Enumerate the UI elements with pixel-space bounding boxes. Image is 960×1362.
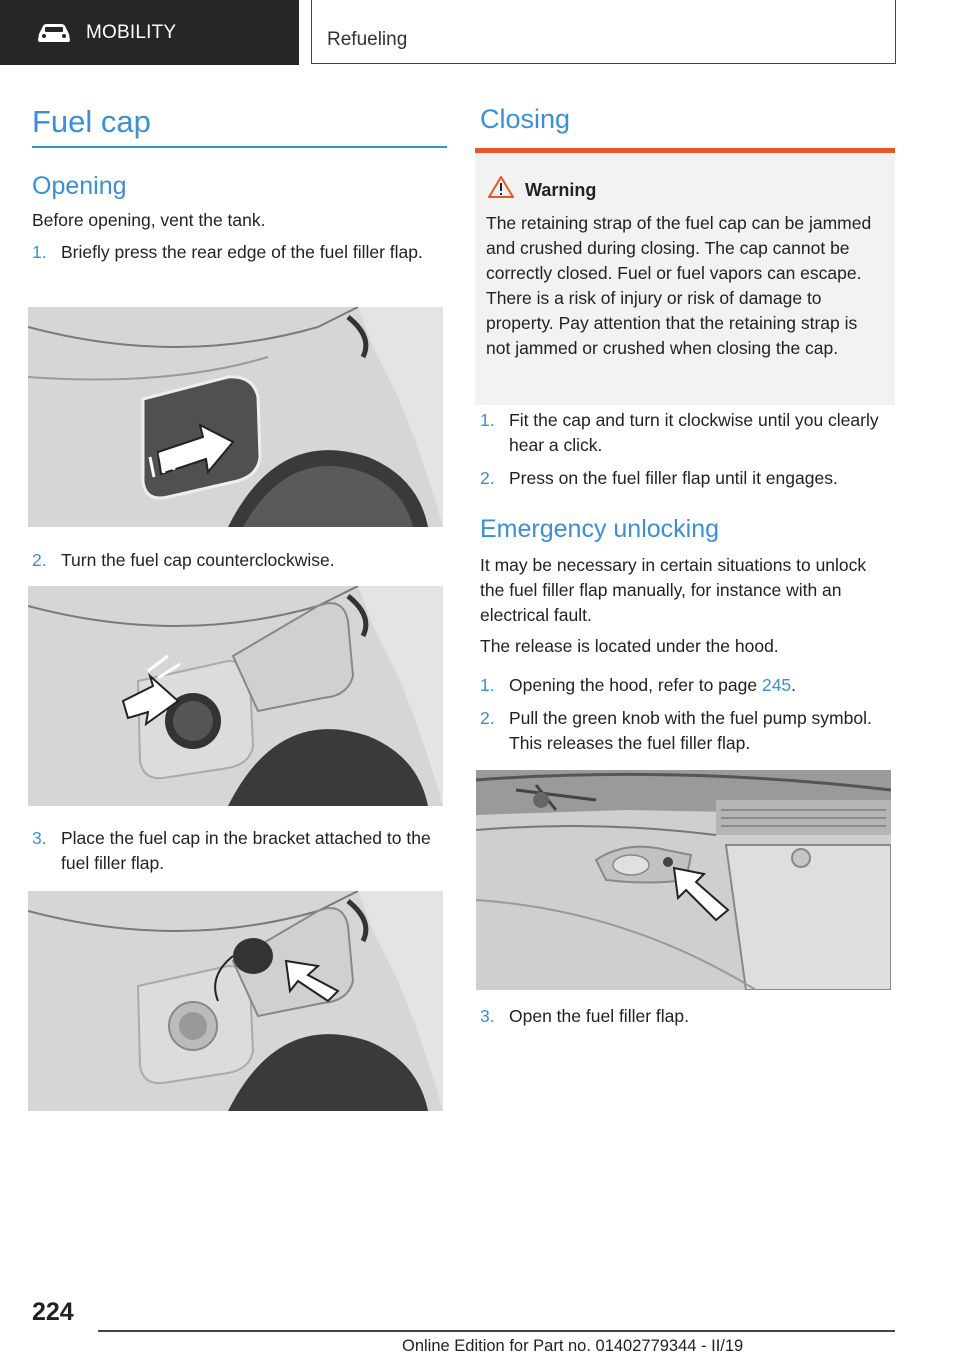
list-item [480,1004,895,1029]
step-number: 1. [480,410,495,430]
list-item [32,548,447,573]
figure-press-flap [28,307,443,527]
list-item [480,466,895,491]
step-number: 1. [480,675,495,695]
step-text: Fit the cap and turn it clockwise until you clearly hear a click. [509,410,879,455]
car-icon [36,22,72,44]
header-subsection [311,0,896,64]
list-item [32,240,447,290]
warning-box [475,148,895,405]
step-text-end: . [791,675,797,695]
closing-heading: Closing [480,104,571,134]
emergency-paragraph-2: The release is located under the hood. [480,636,779,656]
list-item [480,673,895,698]
opening-heading: Opening [32,172,127,200]
figure-emergency-release [476,770,891,990]
step-text: Open the fuel filler flap. [509,1006,689,1026]
step-number: 1. [32,242,47,262]
figure-turn-cap [28,586,443,806]
step-text: Pull the green knob with the fuel pump symbol. This releases the fuel filler flap. [509,708,872,753]
section-label: MOBILITY [86,21,177,43]
step-text: Press on the fuel filler flap until it engages. [509,468,838,488]
footer-edition: Online Edition for Part no. 01402779344 - II/19 [402,1337,744,1355]
step-number: 2. [480,468,495,488]
step-number: 3. [480,1006,495,1026]
page-link[interactable]: 245 [761,675,792,695]
page-title: Fuel cap [32,104,151,139]
title-rule [32,146,447,148]
list-item [480,706,895,756]
step-text: Briefly press the rear edge of the fuel filler flap. [61,242,423,262]
warning-icon [488,175,514,199]
step-number: 3. [32,828,47,848]
emergency-heading: Emergency unlocking [480,515,720,543]
step-text: Opening the hood, refer to page [509,675,762,695]
opening-intro: Before opening, vent the tank. [32,210,266,230]
step-number: 2. [480,708,495,728]
emergency-paragraph: It may be necessary in certain situations to unlock the fuel filler flap manually, for instance with an electrical fault. [480,555,867,625]
step-number: 2. [32,550,47,570]
subsection-label: Refueling [327,29,408,50]
header-section-tab [0,0,299,65]
list-item [32,826,447,876]
warning-text: The retaining strap of the fuel cap can be jammed and crushed during closing. The cap cannot be correctly closed. Fuel or fuel vapors can escape. There is a risk of injury or risk of damage to property. Pay attention that the retaining strap is not jammed or crushed when closing the cap. [486,213,872,358]
step-text: Place the fuel cap in the bracket attached to the fuel filler flap. [61,828,431,873]
list-item [480,408,895,458]
figure-cap-bracket [28,891,443,1111]
step-text: Turn the fuel cap counterclockwise. [61,550,335,570]
footer-rule [98,1330,895,1332]
page-number: 224 [32,1298,74,1326]
warning-title: Warning [525,180,597,200]
